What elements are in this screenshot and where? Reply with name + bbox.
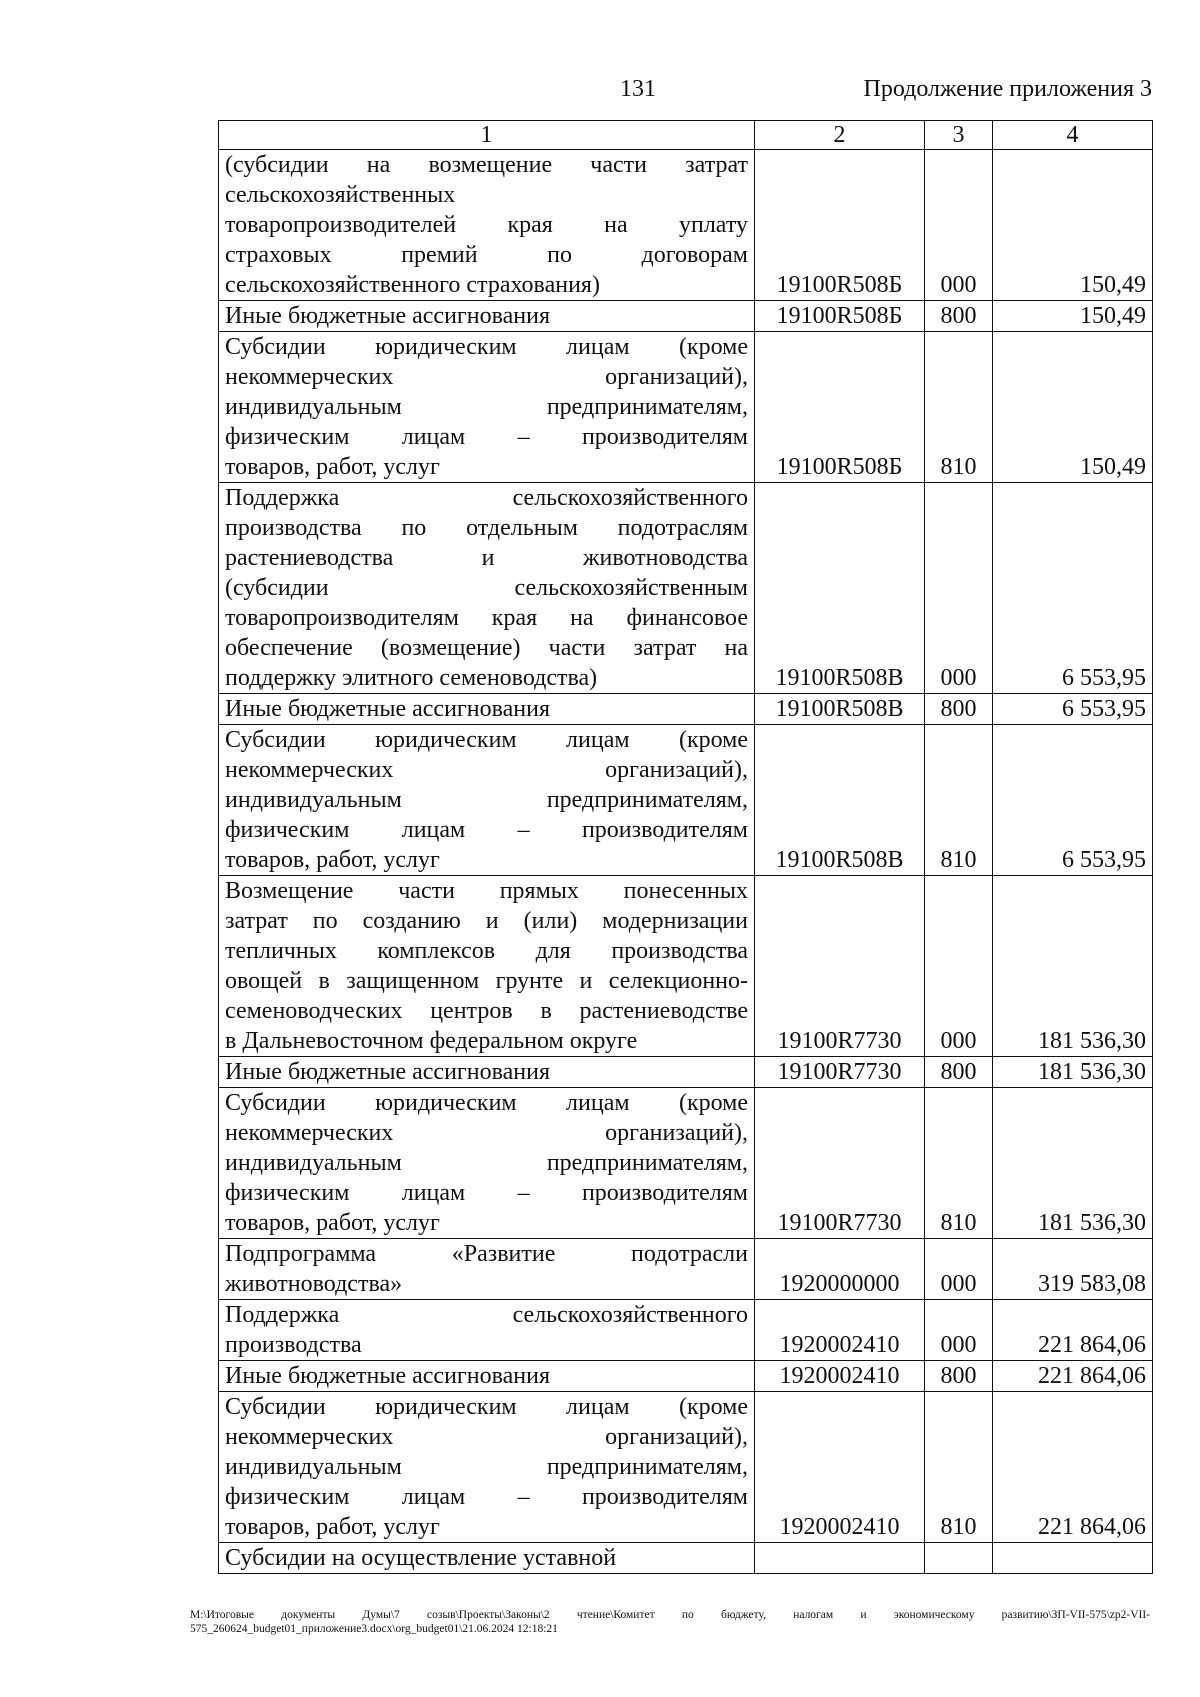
row-expense-type [925,1543,993,1574]
description-line: Возмещение части прямых понесенных [225,878,748,904]
description-line: Подпрограмма «Развитие подотрасли [225,1241,748,1267]
table-row [219,876,1153,1057]
description-line: Иные бюджетные ассигнования [225,303,550,329]
row-description [219,150,755,301]
description-line: в Дальневосточном федеральном округе [225,1028,638,1054]
row-expense-type: 800 [925,301,993,332]
table-row [219,1239,1153,1300]
row-amount: 181 536,30 [993,1088,1153,1239]
description-line: Поддержка сельскохозяйственного [225,1302,748,1328]
row-target-code [755,1543,925,1574]
description-line: животноводства» [225,1271,403,1297]
table-row [219,483,1153,694]
row-description [219,725,755,876]
row-amount: 6 553,95 [993,694,1153,725]
row-target-code: 19100R508В [755,483,925,694]
description-line: некоммерческих организаций), [225,757,748,783]
description-line: Субсидии юридическим лицам (кроме [225,727,748,753]
row-description [219,1239,755,1300]
description-line: товаропроизводителей края на уплату [225,212,748,238]
column-header-3: 3 [925,121,993,150]
row-amount: 6 553,95 [993,483,1153,694]
table-row [219,1057,1153,1088]
description-line: растениеводства и животноводства [225,545,748,571]
row-description [219,332,755,483]
description-line: обеспечение (возмещение) части затрат на [225,635,748,661]
table-row [219,725,1153,876]
description-line: физическим лицам – производителям [225,1180,748,1206]
column-header-4: 4 [993,121,1153,150]
row-expense-type: 800 [925,1361,993,1392]
row-description [219,301,755,332]
table-row [219,1392,1153,1543]
description-line: физическим лицам – производителям [225,424,748,450]
continuation-heading: Продолжение приложения 3 [863,76,1152,102]
row-amount [993,1543,1153,1574]
column-header-2: 2 [755,121,925,150]
description-line: индивидуальным предпринимателям, [225,787,748,813]
description-line: некоммерческих организаций), [225,364,748,390]
description-line: Иные бюджетные ассигнования [225,1059,550,1085]
row-target-code: 19100R508В [755,725,925,876]
description-line: Иные бюджетные ассигнования [225,1363,550,1389]
row-amount: 221 864,06 [993,1300,1153,1361]
row-target-code: 1920000000 [755,1239,925,1300]
description-line: Иные бюджетные ассигнования [225,696,550,722]
description-line: индивидуальным предпринимателям, [225,394,748,420]
description-line: (субсидии на возмещение части затрат [225,152,748,178]
row-target-code: 19100R508Б [755,332,925,483]
description-line: Субсидии юридическим лицам (кроме [225,1394,748,1420]
row-amount: 181 536,30 [993,1057,1153,1088]
description-line: товаров, работ, услуг [225,1210,440,1236]
description-line: индивидуальным предпринимателям, [225,1150,748,1176]
row-target-code: 19100R508Б [755,150,925,301]
table-row [219,1543,1153,1574]
row-expense-type: 810 [925,1088,993,1239]
row-description [219,1088,755,1239]
row-amount: 221 864,06 [993,1392,1153,1543]
row-description [219,1392,755,1543]
description-line: сельскохозяйственного страхования) [225,272,600,298]
description-line: товаров, работ, услуг [225,454,440,480]
description-line: затрат по созданию и (или) модернизации [225,908,748,934]
row-description [219,876,755,1057]
row-target-code: 19100R7730 [755,1057,925,1088]
row-amount: 150,49 [993,301,1153,332]
description-line: товаров, работ, услуг [225,847,440,873]
row-target-code: 1920002410 [755,1300,925,1361]
description-line: индивидуальным предпринимателям, [225,1454,748,1480]
table-row [219,332,1153,483]
table-row [219,1088,1153,1239]
table-row [219,694,1153,725]
row-expense-type: 000 [925,1300,993,1361]
row-expense-type: 800 [925,1057,993,1088]
description-line: овощей в защищенном грунте и селекционно- [225,968,748,994]
description-line: Субсидии юридическим лицам (кроме [225,334,748,360]
row-amount: 150,49 [993,332,1153,483]
page-number: 131 [620,76,656,102]
description-line: сельскохозяйственных [225,182,456,208]
description-line: физическим лицам – производителям [225,817,748,843]
description-line: тепличных комплексов для производства [225,938,748,964]
row-target-code: 19100R508Б [755,301,925,332]
description-line: (субсидии сельскохозяйственным [225,575,748,601]
description-line: некоммерческих организаций), [225,1120,748,1146]
row-expense-type: 000 [925,1239,993,1300]
description-line: семеноводческих центров в растениеводстве [225,998,748,1024]
description-line: Поддержка сельскохозяйственного [225,485,748,511]
description-line: поддержку элитного семеноводства) [225,665,598,691]
row-expense-type: 800 [925,694,993,725]
description-line: товаропроизводителям края на финансовое [225,605,748,631]
row-expense-type: 000 [925,876,993,1057]
column-header-1: 1 [219,121,755,150]
table-row [219,1361,1153,1392]
row-amount: 150,49 [993,150,1153,301]
description-line: страховых премий по договорам [225,242,748,268]
row-expense-type: 810 [925,332,993,483]
row-amount: 181 536,30 [993,876,1153,1057]
document-file-path: М:\Итоговые документы Думы\7 созыв\Проекты\Законы\2 чтение\Комитет по бюджету, налогам и экономическому развитию\ЗП-VII-575\zp2-VII-575_260624_budget01_приложение3.docx\org_budget01\21.06.2024 12:18:21 [190,1609,1150,1635]
row-description [219,1543,755,1574]
row-target-code: 19100R508В [755,694,925,725]
description-line: Субсидии на осуществление уставной [225,1545,617,1571]
table-row [219,301,1153,332]
budget-table [218,120,1153,1574]
description-line: товаров, работ, услуг [225,1514,440,1540]
row-amount: 319 583,08 [993,1239,1153,1300]
row-description [219,694,755,725]
description-line: Субсидии юридическим лицам (кроме [225,1090,748,1116]
row-description [219,1057,755,1088]
row-expense-type: 810 [925,1392,993,1543]
table-row [219,1300,1153,1361]
row-amount: 6 553,95 [993,725,1153,876]
row-description [219,483,755,694]
description-line: производства по отдельным подотраслям [225,515,748,541]
table-row [219,150,1153,301]
row-expense-type: 000 [925,483,993,694]
description-line: некоммерческих организаций), [225,1424,748,1450]
description-line: физическим лицам – производителям [225,1484,748,1510]
row-target-code: 19100R7730 [755,1088,925,1239]
row-description [219,1300,755,1361]
row-target-code: 19100R7730 [755,876,925,1057]
description-line: производства [225,1332,362,1358]
row-expense-type: 000 [925,150,993,301]
row-amount: 221 864,06 [993,1361,1153,1392]
table-header-row [219,121,1153,150]
row-expense-type: 810 [925,725,993,876]
row-description [219,1361,755,1392]
row-target-code: 1920002410 [755,1392,925,1543]
row-target-code: 1920002410 [755,1361,925,1392]
